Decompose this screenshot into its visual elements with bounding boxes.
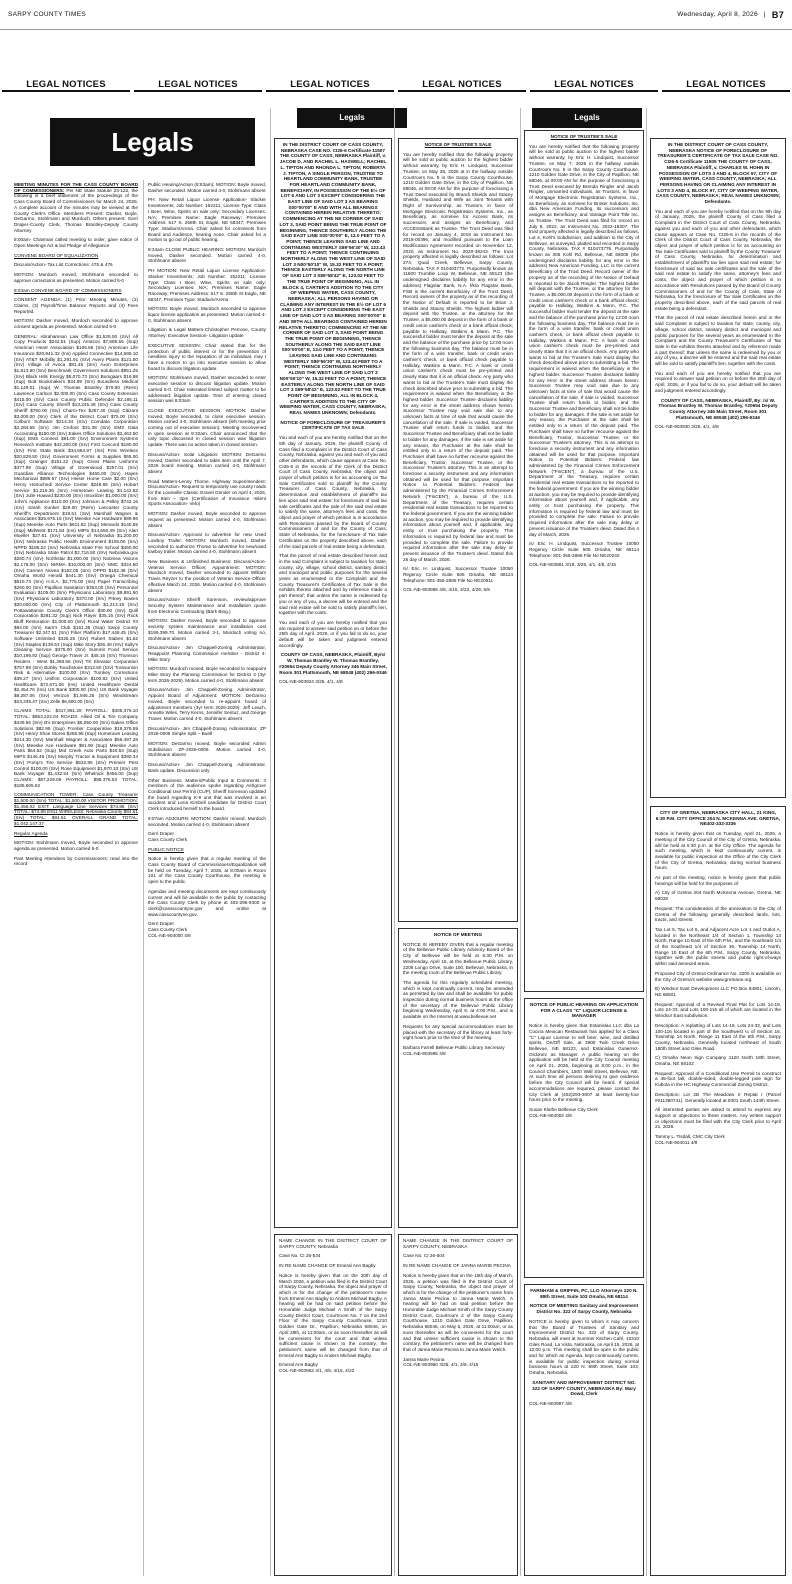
foreclosure-notice-ci26-6 [274, 138, 392, 1228]
notice-body: You and each of you are hereby notified that you are required to answer said petition on or before the 25th day of April, 2026, or if you fail to do so, your default will be taken and judgment entered accordingly. [279, 619, 387, 648]
minutes-paragraph: PH MOTION: New Retail Liquor License Application- Slacker Investments; Job Number: 152211; License Type: Class I Beer, Wine, Spirits on sale only; Secondary Licenses: N/A; Premises Name: Eagle Raceway; Premises Address: 617 S. 258th St Eagle, NE 68347; Premises Type: Stadium/Arena [148, 268, 266, 302]
notice-signature: COUNTY OF CASS, NEBRASKA, Plaintiff, By/s/ W. Thomas Brantley W. Thomas Brantley, #20654 Deputy County Attorney 346 Main Street, Room 301 Plattsmouth, NE 68048 (402) 296-9346 [279, 652, 387, 675]
legals-tab: Legals [532, 108, 642, 128]
hearing-item: Request: Approval of a Revised Final Plat for Lots 14-19, Lots 24-33, and Lots 100-116 all of which are located in the Windsor East subdivision. [655, 1001, 781, 1019]
minutes-paragraph: MOTION: Boyle moved, Murdoch seconded to approve liquor license application as presented. Motion carried 4-0, Stohlmann absent [148, 306, 266, 323]
minutes-heading: CONVENE BOARD OF EQUALIZATION [14, 252, 99, 258]
notice-code: COL-NE-903987 4/8 [529, 1400, 572, 1406]
foreclosure-notice-ci26-5 [650, 138, 786, 798]
signature: Emeral Ann Bagby [279, 1362, 318, 1368]
minutes-paragraph: MOTION: Dasher moved, Boyle seconded to approve request as presented. Motion carried 4-0, Stohlmann absent [148, 511, 266, 528]
notice-code: COL-NE-904002 4/8 [529, 1112, 572, 1118]
signature-title: Cass County Clerk [148, 927, 188, 933]
notice-body: That the parcel of real estate described herein and in the said Complaint is subject to taxation for state, county, city, village, school district, sanitary district and municipal and public purposes for the several years as enumerated in the Complaint and the County Treasurer's Certificates of Tax Sale in the exhibits thereto attached and by reference made a part thereof; that unless the same is redeemed by you or any of you, a decree will be entered and the said real estate will be sold to satisfy plaintiff's lien, together with the costs. [279, 553, 387, 616]
hearing-item: A) City of Gretna 204 North McKenna Avenue, Gretna, NE 68028 [655, 890, 781, 902]
minutes-paragraph: MOTION: Stohlmann moved, Boyle seconded to approve agenda as presented. Motion carried 5-0 [14, 840, 138, 851]
minutes-paragraph: Discuss/Action- Jim Chappell-Zoning Administrator, Reappoint Planning Commission member - District 4- Mike Story [148, 645, 266, 662]
case-caption: IN THE DISTRICT COURT OF CASS COUNTY, NEBRASKA CASE NO. CI26-6 Certificate 11507 THE COUNTY OF CASS, NEBRASKA Plaintiff, v. JACOB D. AND RACHEL L. HASWELL; RACHEL L. TIPTON AND RHONDA L. TIPTON; ROBERTA J. TIPTON, A SINGLE PERSON, TRUSTEE TO HEARTLAND COMMUNITY BANK, TRUSTEE FOR HEARTLAND COMMUNITY BANK, BENEFICIARY, IN POSSESSION OF THE E½ OF LOT 6 AND LOT 3 EXCEPT CONSIDERING THE EAST LINE OF SAID LOT 3 AS BEARING S00°00'00" E AND WITH ALL BEARINGS CONTAINED HEREIN RELATIVE THERETO; COMMENCING AT THE NE CORNER OF SAID LOT 3, SAID POINT BEING THE TRUE POINT OF BEGINNING, THENCE SOUTHERLY ALONG THE SAID EAST LINE S00°00'00" E, 13.0 FEET TO A POINT; THENCE LEAVING SAID LINE AND CONTINUING WESTERLY S89°56'30" W, 123.43 FEET TO A POINT; THENCE CONTINUING NORTHERLY ALONG THE WEST LINE OF SAID LOT 3 N00°50'10" W, 15.32 FEET TO A POINT; THENCE EASTERLY ALONG THE NORTH LINE OF SAID LOT 3 S89°58'42" E, 123.02 FEET TO THE TRUE POINT OF BEGINNING, ALL IN BLOCK 4, CARTER'S ADDITION TO THE CITY OF WEEPING WATER, CASS COUNTY, NEBRASKA; ALL PERSONS HAVING OR CLAIMING ANY INTEREST IN THE E½ OF LOT 6 AND LOT 3 EXCEPT CONSIDERING THE EAST LINE OF SAID LOT 3 AS BEARING S00°00'00" E AND WITH ALL BEARINGS CONTAINED HEREIN RELATIVE THERETO; COMMENCING AT THE NE CORNER OF SAID LOT 3, SAID POINT BEING THE TRUE POINT OF BEGINNING, THENCE SOUTHERLY ALONG THE SAID EAST LINE S00°00'00" E, 13.0 FEET TO A POINT; THENCE LEAVING SAID LINE AND CONTINUING WESTERLY S89°56'30" W, 123.43 FEET TO A POINT; THENCE CONTINUING NORTHERLY ALONG THE WEST LINE OF SAID LOT 3 N00°50'10" W, 15.32 FEET TO A POINT; THENCE EASTERLY ALONG THE NORTH LINE OF SAID LOT 3 S89°58'42" E, 123.02 FEET TO THE TRUE POINT OF BEGINNING, ALL IN BLOCK 4, CARTER'S ADDITION TO THE CITY OF WEEPING WATER, CASS COUNTY, NEBRASKA; REAL NAMES UNKNOWN; Defendants. [279, 142, 387, 416]
sid-322-meeting [524, 1284, 644, 1576]
minutes-paragraph: 8:00am- Chairman called meeting to order, gave notice of Open Meetings Act & led Pledge of Allegiance [14, 237, 138, 249]
claims-list: COMMUNICATION TOWER: Cass County Treasurer $1,500.00 (Srv) TOTAL: $1,500.00 VISITOR PROMOTION: $1,455.02 EXIT: Language Line Services $74.88 (Srv) TOTAL: $74.88 E911 WIRELESS: Nebraska County $84.61 (Srv) TOTAL: $84.61 OVERALL GRAND TOTAL: $1,042,147.37 [14, 792, 138, 826]
notice-code: COL-NE-904011 4/8 [655, 1139, 698, 1145]
notice-code: COL-NE-903995 4/8 [403, 1050, 446, 1056]
notice-title: NOTICE OF TRUSTEE'S SALE [424, 142, 492, 147]
notice-title: NAME CHANGE IN THE DISTRICT COURT OF SARPY COUNTY, NEBRASKA [403, 1238, 513, 1249]
notice-code: COL-NE-903924 3/25, 4/1, 4/8 [279, 679, 343, 685]
signature: Janna Marie Pecina [403, 1356, 445, 1362]
issue-date: Wednesday, April 8, 2026 [677, 11, 758, 18]
hearing-item: Tax Lot 5, Tax Lot 6, and Adjacent Acre Lot 1 and Outlot A, located in the Northeast 1/4 of Section 1, Township 13 North, Range 10 East of the 6th P.M., and the Southeast 1/4 of the Southeast 1/4 of Section 36, Township 14 North, Range 10 East of the 6th P.M., Sarpy County, Nebraska, together with the public streets and public right-of-ways within said annexed areas. [655, 926, 781, 967]
library-meeting-notice [398, 928, 518, 1228]
minutes-paragraph: PH: New Retail Liquor License Application- Slacker Investments; Job Number: 152211; License Type: Class I Beer, Wine, Spirits on sale only; Secondary Licenses: N/A; Premises Name: Eagle Raceway; Premises Address: 617 S. 258th St, Eagle, NE 68347; Premises Type: Stadium/Arena. Chair asked for comments from Board and Audience, hearing none. Chair asked for a motion to go out of public hearing. [148, 197, 266, 243]
hearing-item: Description: A replatting of Lots 14-19, Lots 24-33, and Lots 100-116 located in part of the Southwest ¼ of Section 16, Township 14 North, Range 11 East of the 6th P.M., Sarpy County, Nebraska. Generally located northeast of South 180th Street and Giles Road. [655, 1022, 781, 1051]
minutes-paragraph: CONSENT AGENDA: (1) Prior Meeting Minutes, (2) Claims, (3) Payroll/Time Balance Reports and (4) Fees Reported. [14, 297, 138, 314]
hearing-item: C) Omaha Neon Sign Company 1120 North 18th Street, Omaha, NE 68102 [655, 1055, 781, 1067]
notice-body: You are hereby notified that the following property will be sold at public auction to the highest bidder without warranty, by Eric H. Lindquist, Successor Trustee, on May 28, 2026 at in the hallway outside Courtroom No. 5 in the Sarpy County Courthouse, 1210 Golden Gate Drive, in the City of Papillion, NE 68046, at 09:00 AM for the purpose of foreclosing a Trust Deed executed by Brandi Shields and Stacey Shields, Husband and Wife as Joint Tenants with Right of Survivorship, as Trustors, in favor of Mortgage Electronic Registration Systems, Inc., as Beneficiary, as nominee for Access Bank, its successors and assigns as Beneficiary, and ACCESSBank as Trustee. The Trust Deed was filed for record on January 4, 2018 as Instrument No. 2018-00396, and modified pursuant to the Loan Modification Agreement recorded on November 12, 2020, as Instrument No. 2020-38243. The trust property affected is legally described as follows: Lot 274, Quail Creek, Bellevue, Sarpy County, Nebraska. TAX # 010493772. Purportedly known as 11600 Trumble Loop W, Bellevue, NE 68123 (the undersigned disclaims liability for any error in the address) Flagstar Bank, N.A. f/k/a Flagstar Bank, FSB is the current Beneficiary of the Trust Deed. Record owners of the property as of the recording of the Notice of Default is reported to be Brian J. Shields and Stacey Shields. The highest bidder will deposit with the Trustee, or the attorney for the Trustee, a $5,000.00 deposit in the form of a bank or credit union cashier's check or a bank official check; payable to Halliday, Watkins & Mann, P.C. The successful bidder must tender the deposit at the sale and the balance of the purchase price by 12:00 noon the following business day. The balance must be in the form of a wire transfer, bank or credit union cashier's check, or bank official check payable to Halliday, Watkins & Mann, P.C. A bank or credit union cashier's check must be pre-printed and clearly state that it is an official check. Any party who wants to bid at the Trustee's Sale must display the check described above prior to submitting a bid. The requirement is waived when the Beneficiary is the highest bidder. Successor Trustee disclaims liability for any error in the street address shown herein. Successor Trustee may void sale due to any unknown facts at time of sale that would cause the cancellation of the sale. If sale is voided, Successor Trustee shall return funds to bidder, and the Successor Trustee and Beneficiary shall not be liable to bidder for any damages. If the sale is set aside for any reason, the Purchaser at the sale shall be entitled only to a return of the deposit paid. The Purchaser shall have no further recourse against the Beneficiary, Trustor, Successor Trustee, or the Successor Trustee's attorney. This is an attempt to foreclose a security instrument and any information obtained will be used for that purpose. Important Notice to Potential Bidders: Federal law administered by the Financial Crimes Enforcement Network ("FinCEN"), a bureau of the U.S. Department of the Treasury, requires certain residential real estate transactions to be reported to the federal government. If you are the winning bidder at auction, you may be required to provide identifying information about yourself and, if applicable, any entity or trust purchasing the property. This information is required by federal law and must be provided to complete the sale. Failure to provide required information after the sale may delay or prevent issuance of the Trustee's deed. Dated this 26 day of March, 2026. [403, 151, 513, 562]
minutes-paragraph: New Business & Unfinished Business: Discuss/Action- Veteran Service Officer, Appointment: MOTION: Murdoch moved, Dasher seconded to appoint William Travis Reyzer to the position of Veteran Service Officer effective March 24, 2026. Motion carried 4-0, Stohlmann absent [148, 559, 266, 593]
notice-code: COL-NE-904000 4/8 [148, 932, 191, 938]
minutes-paragraph: Discuss/Action- Jim Chappell-Zoning Administrator, ZP 2026-0006 Simple Split – Buell [148, 725, 266, 737]
minutes-paragraph: Discuss/Action- Approval to advertise for new Used Lowboy Trailer: MOTION: Murdoch moved, Dasher seconded to authorize Thome to advertise for new/used lowboy trailer. Motion carried 4-0, Stohlmann absent [148, 532, 266, 555]
minutes-paragraph: MOTION: Dasher moved, Boyle seconded to approve security system maintenance and installation cost $199,399.70. Motion carried 3-1, Murdoch voting no, Stohlmann absent [148, 618, 266, 641]
minutes-paragraph: MOTION: Dasher moved, Murdoch seconded to approve consent agenda as presented. Motion carried 5-0 [14, 318, 138, 330]
signature: Gerri Draper [148, 831, 175, 837]
cass-board-minutes-col1 [14, 182, 138, 1576]
claims-list: CLAIMS TOTAL: $317,951.28 PAYROLL: $405,376.10 TOTAL: $853,222.04 ROADS: Allied Oil & Tire Company $439.56 (Srv) B's Enterprises $6,050.00 (Srv) Eakes Office Solutions $82.95 (Sup) Frontier Cooperative $18,376.59 (Srv) Henry Shoe Stores $255.96 (Sup) Hometown Leasing $214.30 (Srv) Marshall Wagner & Associates $56,497.28 (Srv) Meeske Ace Hardware $91.90 (Sup) Meeske Auto Parts $64.52 (Sup) Mid Creek Auto Parts $40.54 (Sup) MIPS $146.45 (Srv) Murphy Tractor & Equipment $390.34 (Srv) Pomp's Tire Service $532.95 (Srv) Premier Pest Control $100.00 (Srv) Rose Equipment $1,970.10 (Srv) US Bank Voyager $1,432.54 (Srv) Whelnick $456.00 (Sup) CLAIMS: $87,229.09 PAYROLL: $98,376.53 TOTAL: $185,605.62 [14, 708, 138, 788]
notice-body: You and each of you are hereby notified that on the 9th day of January, 2026, the plaintiff County of Cass filed a Complaint in the District Court of Cass County, Nebraska, against you and each of you and other defendants, which cause appears at Case No. CI26-6 in the records of the Clerk of the District Court of Cass County, Nebraska, the object and prayer of which petition is for an accounting on Tax Sale Certificates sold to plaintiff by the County Treasurer of Cass County, Nebraska, for determination and establishment of plaintiff's tax lien upon said real estate; for foreclosure of said tax sale certificates and the sale of the said real estate to satisfy the same, attorney's fees and costs, the object and prayer of which petition is in accordance with Resolutions passed by the Board of County Commissioners of and for the County of Cass, State of Nebraska, for the foreclosure of Tax Sale Certificates on the property described above, each of the said parcels of real estate being a defendant. [279, 435, 387, 549]
notice-body: NOTICE IS HEREBY GIVEN that a regular meeting of the Bellevue Public Library Advisory Board of the City of Bellevue will be held at 5:30 P.M. on Wednesday, April 15, at the Bellevue Public Library, 2206 Longo Drive, Suite 100, Bellevue, Nebraska, in the meeting room of the Bellevue Public Library. [403, 941, 513, 976]
name-change-pecina [398, 1234, 518, 1576]
signature-title: Cass County Clerk [148, 836, 188, 842]
notice-code: COL-NE-903881 3/18, 3/25, 4/1, 4/8, 4/15 [529, 562, 617, 568]
section-label: LEGAL NOTICES [662, 78, 790, 92]
minutes-paragraph: Discuss/Action- Solar Litigation: MOTION: DeGarmo moved, Dasher seconded to table item until the April 7, 2026 board meeting. Motion carried 4-0, Stohlmann absent [148, 451, 266, 474]
notice-title: NOTICE OF MEETING Sanitary and Improvement District No. 322 of Sarpy County, Nebraska [529, 1303, 639, 1315]
notice-body: Notice is hereby given that on the 20th day of March 2026, a petition was filed in the District Court of Sarpy County, Nebraska, the object and prayer of which is for the change of the petitioner's name from Emeral Ann Bagby to Anders Michael Bagby. A hearing will be had on said petition before the Honorable Judge Michael A Smith of the Sarpy County District Court, Courtroom No. 7 on the 2nd Floor of the Sarpy County Courthouse, 1210 Golden Gate Dr., Papillion, Nebraska 68046, on April 28th, at 11:00am, or as soon thereafter as will be convenient for the court and that unless sufficient cause is shown to the contrary, the petitioner's name will be changed from that of Emeral Ann Bagby to Anders Michael Bagby. [279, 1272, 387, 1358]
notice-body: All interested parties are asked to attend to express any support or objections to these matters. Any written support or objections must be filed with the City Clerk prior to April 21, 2026. [655, 1107, 781, 1130]
minutes-paragraph: CLOSE EXECUTIVE SESSION: MOTION: Dasher moved, Boyle seconded, to close executive session. Motion carried 4-0, Stohlmann absent (left meeting prior coming out of executive session). Meeting reconvened in open session at 8:32am. Chair announced that the only topic discussed in closed session was litigation update. There was no action taken in closed session. [148, 407, 266, 448]
hearing-item: Request: Approval of a Conditional Use Permit to construct a 45-foot tall, double-sided, double-legged pole sign for Kubota in the HC Highway Commercial Zoning District. [655, 1070, 781, 1088]
minutes-heading: 8:03am CONVENE BOARD OF COMMISSIONERS [14, 287, 122, 293]
section-label: LEGAL NOTICES [530, 78, 658, 92]
notice-signature: /s/ Eric H. Lindquist, Successor Trustee 10050 Regency Circle Suite 505 Omaha, NE 68114 Telephone: 801-355-2886 File No NE20240 [529, 541, 639, 558]
minutes-paragraph: MOTION: Murdoch moved, Boyle seconded to reappoint Mike Story the Planning Commission for District 4 (3yr term 2026-2029). Motion carried 4-0, Stohlmann absent [148, 666, 266, 683]
notice-title: NAME CHANGE IN THE DISTRICT COURT OF SARPY COUNTY, Nebraska [279, 1238, 387, 1249]
notice-re: IN RE NAME CHANGE OF JANNA MARIE PECINA [403, 1263, 511, 1269]
minutes-paragraph: 9:07am ADJOURN: MOTION: Dasher moved, Murdoch seconded. Motion carried 4-0, Stohlmann absent [148, 815, 266, 827]
minutes-paragraph: MOTION: DeGarmo moved, Boyle seconded Admin Subdivision ZP-2026-0006. Motion carried 4-0, Stohlmann absent [148, 741, 266, 758]
minutes-intro: Per NE State Statute 23-122, the following is a brief statement of the proceedings of the Cass County Board of Commissioners for March 24, 2026. A complete account of the minutes may be viewed at the County Clerk's Office. Members Present: Dasher, Boyle, DeGarmo, Stohlmann and Murdoch. Others present: Gerri Draper-County Clerk, Thomas Brantley-Deputy County Attorney [14, 187, 138, 233]
trustee-sale-ringler [524, 130, 644, 992]
notice-code: COL-NE-903988 4/8, 4/15, 4/22, 4/29, 5/6 [403, 587, 491, 593]
firm-name: FARNHAM & GRIFFIN, PC, LLO Attorneys 220 N. 89th Street, Suite 103 Omaha, NE 68114 [530, 1288, 638, 1299]
notice-signature: /s/ Eric H. Lindquist, Successor Trustee 10050 Regency Circle Suite 505 Omaha, NE 68114 Telephone: 801-355-2886 File No NE20911 [403, 566, 513, 583]
signature: Gerri Draper [148, 921, 175, 927]
notice-title: NOTICE OF FORECLOSURE OF TREASURER'S CERTIFICATE OF TAX SALE [280, 419, 386, 431]
minutes-paragraph: MOTION: Murdoch moved, Stohlmann seconded to approve corrections as presented. Motion carried 5-0 [14, 272, 138, 283]
notice-code: COL-NE-903962 4/1, 4/8, 4/15, 4/22 [279, 1368, 355, 1374]
case-number: Case No. CI 26-534 [279, 1253, 321, 1259]
hearing-item: Proposed City of Gretna Ordinance No. 2200 is available on the City of Gretna's website www.gretnane.org. [655, 970, 781, 982]
liquor-license-hearing [524, 998, 644, 1278]
hearing-item: B) Windsor East Development LLC PO Box 84801, Lincoln, NE 68501 [655, 986, 781, 997]
minutes-paragraph: Litigation & Legal Matters-Christopher Perrone, County Attorney: Executive Session- Litigation update [148, 327, 266, 339]
minutes-paragraph: MOTION: Stohlmann moved, Dasher seconded to enter executive session to discuss litigation update. Motion carried 5-0. Chair reiterated limited subject matter to be addressed: litigation update. Time of entering closed session was 8:03am [148, 375, 266, 404]
case-caption: IN THE DISTRICT COURT OF CASS COUNTY, NEBRASKA NOTICE OF FORECLOSURE OF TREASURER'S CERTIFICATE OF TAX SALE CASE NO. CI26-5 Certificate 11505 THE COUNTY OF CASS, NEBRASKA Plaintiff, v. CHARLES W. HOHN IN POSSESSION OF LOTS 3 AND 4, BLOCK 97, CITY OF WEEPING WATER, CASS COUNTY, NEBRASKA; ALL PERSONS HAVING OR CLAIMING ANY INTEREST IN LOTS 3 AND 4, BLOCK 97, CITY OF WEEPING WATER, CASS COUNTY, NEBRASKA; REAL NAMES UNKNOWN; Defendants. [655, 142, 781, 205]
notice-body: NOTICE is hereby given to whom it may concern that the Board of Trustees of Sanitary and Improvement District No. 322 of Sarpy County, Nebraska, will meet at Summer Kitchen Café, 10310 Giles Road, La Vista, Nebraska, on April 15, 2026, at 12:00 p.m. This meeting shall be open to the public and for which an Agenda, kept continuously current, is available for public inspection during normal business hours at 220 N. 89th Street, Suite 103, Omaha, Nebraska. [529, 1318, 639, 1376]
page-header: SARPY COUNTY TIMES Wednesday, April 8, 2026 | B7 [0, 0, 792, 30]
legals-heading: Legals [50, 118, 255, 166]
minutes-paragraph: Past Meeting Attendees by Commissioners: read into the record [14, 855, 138, 867]
minutes-paragraph: Discuss/Action- Tax List Corrections: 475 & 476 [14, 262, 113, 268]
cass-board-minutes-col2 [148, 182, 266, 1576]
notice-re: IN RE NAME CHANGE OF Emeral Ann Bagby [279, 1263, 376, 1269]
signature: Susan Kluthe Bellevue City Clerk [529, 1106, 598, 1112]
hearing-item: Description: Lot 2B The Meadows II Replat I (Parcel #011390741). Generally located at 9301 South 144th Street. [655, 1091, 781, 1103]
name-change-bagby [274, 1234, 392, 1576]
notice-title: NOTICE OF PUBLIC HEARING ON APPLICATION FOR A CLASS "C" LIQUOR LICENSE & MANAGER [529, 1002, 639, 1019]
gretna-hearing-notice [650, 806, 786, 1576]
public-notice-heading: PUBLIC NOTICE [148, 846, 184, 852]
notice-body: As part of the meeting, notice is hereby given that public hearings will be held for the purposes of: [655, 875, 781, 886]
notice-signature: SANITARY AND IMPROVEMENT DISTRICT NO. 322 OF SARPY COUNTY, NEBRASKA By: Mary Dowd, Clerk [532, 1379, 636, 1397]
notice-body: That the parcel of real estate described herein and in the said Complaint is subject to taxation for state, county, city, village, school district, sanitary district and municipal and public purposes for the several years as enumerated in the Complaint and the County Treasurer's Certificates of Tax Sale in the exhibits thereto attached and by reference made a part thereof; that unless the same is redeemed by you or any of you, a decree will be entered and the said real estate will be sold to satisfy plaintiff's lien, together with the costs. [655, 315, 781, 367]
signature: Barbara Farrell Bellevue Public Library Secretary [403, 1044, 505, 1050]
minutes-paragraph: EXECUTIVE SESSION: Chair stated that for the protection of public interest or for the prevention of needless injury to the reputation of an individual, may I have a motion to go into executive session to allow board to discuss litigation update. [148, 342, 266, 371]
public-notice-body: Agendas and meeting documents are kept continuously current and will be available to the public by contacting the Cass County Clerk by phone at 402-296-9300 or clerk@cassscountyne.gov and online at www.casscountyne.gov. [148, 888, 266, 917]
notice-title: NOTICE OF TRUSTEE'S SALE [550, 134, 618, 139]
notice-body: Requests for any special accommodations must be placed with the secretary of the library at least forty-eight hours prior to the time of the meeting. [403, 1023, 513, 1041]
trustee-sale-shields [398, 138, 518, 922]
minutes-paragraph: Discuss/Action- Sheriff Sorenson, review/approve Security System Maintenance and Installation quote from Electronic Contracting (Bark Bing.) [148, 597, 266, 614]
minutes-paragraph: Public Hearing/Action (8:53am): MOTION: Boyle moved, Dasher seconded. Motion carried 4-0, Stohlmann absent [148, 182, 266, 193]
signature: Tammy L. Tisdall, CMC City Clerk [655, 1134, 725, 1140]
notice-body: You and each of you are hereby notified that on the 9th day of January, 2026, the plaintiff County of Cass filed a Complaint in the District Court of Cass County, Nebraska, against you and each of you and other defendants, which cause appears at Case No. CI26-5 in the records of the Clerk of the District Court of Cass County, Nebraska, the object and prayer of which petition is for an accounting on Tax Sale Certificates sold to plaintiff by the County Treasurer of Cass County, Nebraska, for determination and establishment of plaintiff's tax lien upon said real estate; for foreclosure of said tax sale certificates and the sale of the said real estate to satisfy the same, attorney's fees and costs, the object and prayer of which petition is in accordance with Resolutions passed by the Board of County Commissioners of and for the County of Cass, State of Nebraska, for the foreclosure of Tax Sale Certificates on the property described above, each of the said parcels of real estate being a defendant. [655, 208, 781, 311]
notice-body: You are hereby notified that the following property will be sold at public auction to the highest bidder without warranty, by Eric H. Lindquist, Successor Trustee, on May 7, 2026 in the hallway outside Courtroom No. 5 in the Sarpy County Courthouse, 1210 Golden Gate Drive, in the City of Papillion, NE 68046, at 09:00 AM for the purpose of foreclosing a Trust Deed executed by Brenda Ringler and Jacob Ringler, unmarried individuals, as Trustors, in favor of Mortgage Electronic Registration Systems, Inc., as Beneficiary, as nominee for Broker Solutions, Inc. dba New American Funding, its successors and assigns as Beneficiary, and Vantage Point Title Inc. as Trustee. The Trust Deed was filed for record on July 8, 2022, as Instrument No. 2022-18307. The trust property affected is legally described as follows, Lot 4, Kohl's Subdivision, and addition to the City of Bellevue, as surveyed, platted and recorded in Sarpy County, Nebraska. TAX # 010473776. Purportedly known as 305 Kohl Rd, Bellevue, NE 68005 (the undersigned disclaims liability for any error in the address) New American Funding, LLC is the current Beneficiary of the Trust Deed. Record owner of the property as of the recording of the Notice of Default is reported to be Jacob Ringler. The highest bidder will deposit with the Trustee, or the attorney for the Trustee, a $5,000.00 deposit in the form of a bank or credit union cashier's check or a bank official check; payable to Halliday, Watkins & Mann, P.C. The successful bidder must tender the deposit at the sale and the balance of the purchase price by 12:00 noon the following business day. The balance must be in the form of a wire transfer, bank or credit union cashier's check, or bank official check payable to Halliday, Watkins & Mann, P.C. A bank or credit union cashier's check must be pre-printed and clearly state that it is an official check. Any party who wants to bid at the Trustee's Sale must display the check described above prior to submitting a bid. The requirement is waived when the Beneficiary is the highest bidder. Successor Trustee disclaims liability for any error in the street address shown herein. Successor Trustee may void sale due to any unknown facts at time of sale that would cause the cancellation of the sale. If sale is voided, Successor Trustee shall return funds to bidder, and the Successor Trustee and Beneficiary shall not be liable to bidder for any damages. If the sale is set aside for any reason, the Purchaser at the sale shall be entitled only to a return of the deposit paid. The Purchaser shall have no further recourse against the Beneficiary, Trustor, Successor Trustee, or the Successor Trustee's attorney. This is an attempt to foreclose a security instrument and any information obtained will be used for that purpose. Important Notice to Potential Bidders: Federal law administered by the Financial Crimes Enforcement Network ("FinCEN"), a bureau of the U.S. Department of the Treasury, requires certain residential real estate transactions to be reported to the federal government. If you are the winning bidder at auction, you may be required to provide identifying information about yourself and, if applicable, any entity or trust purchasing the property. This information is required by federal law and must be provided to complete the sale. Failure to provide required information after the sale may delay or prevent issuance of the Trustee's deed. Dated this 4 day of March, 2026. [529, 143, 639, 537]
section-label: LEGAL NOTICES [398, 78, 526, 92]
case-number: Case No. CI 26-504 [403, 1253, 445, 1259]
notice-body: Notice is hereby given that Estanislao LLC dba La Cocina Mexican Restaurant has applied for a Class "C" Liquor License to sell beer, wine, and distilled spirits, On/Off Sale, at 3900 Twin Creek Drive Bellevue, NE 68123, and Estanislao Gutierrez-Ordonez as Manager. A public hearing on the application will be held at the City Council meeting on April 21, 2026, beginning at 6:00 p.m., in the Council Chambers, 1500 Wall Street, Bellevue, NE. At such time all persons desiring to give evidence before the City Council will be heard. If special accommodations are required, please contact the City Clerk at (402)293-3007 at least twenty-four hours prior to the meeting. [529, 1023, 639, 1103]
notice-title: NOTICE OF MEETING [433, 932, 483, 937]
minutes-paragraph: 8:34am CLOSE PUBLIC HEARING: MOTION: Murdoch moved, Dasher seconded. Motion carried 4-0, Stohlmann absent [148, 247, 266, 264]
paper-name: SARPY COUNTY TIMES [8, 11, 87, 18]
hearing-item: Request: The consideration of the annexation to the City of Gretna of the following generally described lands, lots, tracts, and streets: [655, 905, 781, 923]
page-number: B7 [771, 9, 784, 20]
notice-body: Notice is hereby given that on the 16th day of March, 2026, a petition was filed in the District Court of Sarpy County, Nebraska, the object and prayer of which is for the change of the petitioner's name from Janna Marie Pecina to Janna Marie Welch. A hearing will be had on said petition before the Honorable Judge Michael Smith of the Sarpy County District Court, Courtroom 2 of the Sarpy County Courthouse, 1210 Golden Gate Drive, Papillion, Nebraska 68046, on May 5, 2026, at 11:00am, or as soon thereafter as will be convenient for the court and that unless sufficient cause is shown to the contrary, the petitioner's name will be changed from that of Janna Marie Pecina to Janna Marie Welch. [403, 1272, 513, 1352]
public-notice-body: Notice is hereby given that a regular meeting of the Cass County Board of Commissioners/Equalization will be held on Tuesday, April 7, 2026, at 8:00am in Room 101 of the Cass County Courthouse, the meeting is open to the public. [148, 856, 266, 885]
legals-tab: Legals [297, 108, 407, 128]
notice-body: The agenda for this regularly scheduled meeting, which is kept continually current, may be amended as permitted by law and shall be available for public inspection during normal business hours at the office of the secretary of the Bellevue Public Library beginning Wednesday, April 8, at 4:00 P.M., and is available on the Internet at www.bellevue.net [403, 979, 513, 1020]
minutes-heading: Regular Agenda [14, 830, 48, 836]
notice-body: Notice is hereby given that on Tuesday, April 21, 2026, a meeting of the City Council of the City of Gretna, Nebraska, will be held at 6:30 p.m. at the City Office. The agenda for such meeting, which is kept continuously current, is available for public inspection at the Office of the City Clerk of the City of Gretna, Nebraska, during normal business hours. [655, 831, 781, 871]
minutes-title: MEETING MINUTES FOR THE CASS COUNTY BOARD OF COMMISSIONERS: [14, 182, 138, 193]
legal-notices-bar [0, 78, 792, 92]
notice-code: COL-NE-903960 3/25, 4/1, 4/8, 4/15 [403, 1362, 479, 1368]
notice-signature: COUNTY OF CASS, NEBRASKA, Plaintiff, By: /s/ W. Thomas Brantley W. Thomas Brantley, #20654 Deputy County Attorney 346 Main Street, Room 301 Plattsmouth, NE 68048 (402) 296-9346 [658, 397, 778, 420]
claims-list: GENERAL: Abrahamson Law Office $1,525.00 (Srv) All Copy Products $242.51 (Sup) Amazon $7,685.56 (Sup) American Heart Association $106.86 (Srv) American Life Insurance $20,941.32 (Ins) Applied Connective $14,686.10 (Srv) AT&T Mobility $1,291.91 (Srv) Avery Plants $121.50 (Srv) Village of Avoca $81.48 (Srv) Axon Enterprises $1,813.90 (Srv) Benchmark Government Solutions $951.25 (Srv) Black Hills Energy $5,070.73 (Srv) Bomgaars $16.98 (Sup) Bott Bookmakers $34.99 (Srv) Boundless Medical $1,149.01 (Sup) W. Thomas Brantley $79.90 (Reim) Lawrence Carlson $2,000.00 (Srv) Cass County Extension $415.00 (Srv) Cass County Public Defender $2,185.11 (Srv) Cass County Sheriff $13,245.48 (Srv) Cass County Sheriff $760.00 (Srv) Charm-Tex $257.40 (Sup) Citizant $3,000.00 (Srv) Clerk of the District Court $75.00 (Srv) Colburn Software $214.34 (Srv) Comdata Corporation $2,284.65 (Srv) Jim Crofoot $31.38 (Srv) EMS Data Accounting $150.00 (Srv) Eakes Office Solutions $2,463.50 (Sup) EMS Connect $91.00 (Srv) Environment Systems Research Institute $42,200.00 (Srv) First Concord $180.00 (Srv) First State Bank $34,684.97 (Ins) First Wireless $20,829.50 (Srv) Government Forms & Supplies $65.00 (Sup) Grainger $151.22 (Sup) Great Plains Uniforms $377.99 (Sup) Village of Greenwood $257.01 (Srv) Guardian Alliance Technologies $465.00 (Srv) Hayes Mechanical $889.57 (Srv) Heiser Home Care $2.00 (Srv) Henry Hotrochedi Service Center $248.65 (Srv) Hobart Service $1,216.36 (Srv) Hometown Leasing $1,142.52 (Srv) Julie Howard $230.00 (Srv) Intoxilizer $1,000.00 (Srv) John's Appliance $110.00 (Srv) Johnson & Pelley $742.16 (Srv) Sarah Kunkel $29.00 (Reim) Lancaster County Sheriff's Department $19.51 (Srv) Marshall Wagner & Associates $25,976.15 (Srv) Meeske Ace Hardware $99.96 (Sup) Meeske Auto Parts $611.82 (Sup) Menards $140.55 (Sup) MidWest $171.84 (Ins) MIPS $14,650.49 (Srv) Alan Mueller $27.61 (Srv) University of Nebraska $1,200.00 (Srv) Nebraska Public Health Environment $105.00 (Srv) NPPD $186.22 (Srv) Nebraska State Fire School $450.00 (Srv) Nebraska State Patrol $2,716.50 (Srv) Nebraska.gov $260.74 (Srv) Northstar $1,000.00 (Srv) Notimea Visions $2,176.00 (Srv) NIRMA $10,000.00 (Srv) NMC $324.50 (Srv) Carmen Novea $192.05 (Srv) OPPD $182.38 (Srv) Omaha World Herald $441.30 (Srv) Omega Chemical $810.73 (Srv) H.S.A. $2,775.00 (Ins) Papel Transcribing $260.00 (Srv) Papillion Sanitation $353.00 (Srv) Personnel Evaluation $105.00 (Srv) Physicians Laboratory $9,891.50 (Srv) Physicians Laboratory $370.00 (Srv) Pitney Bowes $20,000.00 (Srv) City of Plattsmouth $1,213.19 (Srv) Pottawattamie County Clerk's Office $30.00 (Srv) Quill Corporation $281.32 (Sup) Nick Rayer $35.15 (Srv) Rock Bluff Restoration $1,000.00 (Srv) Rural Water District #3 $84.00 (Srv) Sam's Club $151.35 (Sup) Sarpy County Treasurer $2,347.51 (Srv) Fiber Platform $17,448.45 (Srv) Software Unlimited $325.25 (Srv) Robert Staben $1.52 (Srv) Staples $139.53 (Sup) Mike Story $26.48 (Srv) Sully's Cleaning Service $375.00 (Srv) Summit Food Service $10,199.92 (Sup) George Traver Jr. $45.16 (Srv) Thomson Reuters - West $1,368.56 (Srv) TK Elevator Corporation $757.89 (Srv) Bobby Touchstone $312.50 (Srv) Transunion Risk & Alternative $100.00 (Srv) Turnkey Corrections $39.27 (Srv) Unifirst Corporation $100.82 (Srv) United Healthcare $72,671.06 (Ins) United Healthcare Dental $2,454.76 (Ins) US Bank $300.00 (Srv) US Bank Voyager $8,287.06 (Srv) Verizon $1,946.25 (Srv) Windstream $23,339.47 (Srv) Zelle $6,600.00 (Srv) [14, 333, 138, 704]
minutes-paragraph: Discuss/Action- Jim Chappell-Zoning Administrator, Appoint Board of Adjustment: MOTION: DeGarmo moved, Boyle seconded to re-appoint board of adjustment members (3yr term 2026-2029): Jeff Leach, Annette Wiles, Terry Kerns, Jennifer Sentuz, and George Traver. Motion carried 4-0, Stohlmann absent [148, 687, 266, 721]
minutes-paragraph: Road Matters-Lenny Thome, Highway Superintendent: Discuss/Action- Request to temporarily use county roads for the Louisville Classic Gravel Grinder on April 4, 2026, from 9am – 3pm (Certification of Insurance -Silent Sports Association- Velo) [148, 478, 266, 507]
notice-body: You and each of you are hereby notified that you are required to answer said petition on or before the 25th day of April, 2026, or if you fail to do so, your default will be taken and judgment entered accordingly. [655, 370, 781, 393]
section-label: LEGAL NOTICES [266, 78, 394, 92]
notice-title: CITY OF GRETNA, NEBRASKA CITY HALL, 21 KING, 6:30 P.M. CITY OFFICE 204 N. MCKENNA AVE. GRETNA, NE402-332-3336 [655, 810, 781, 827]
minutes-paragraph: Other Business, Matters/Public Input & Comments: 3 members of the audience spoke regarding Ashgrove Conditional Use Permit (CUP), Sheriff Sorenson updated the board regarding K-9 unit that was involved in an accident and Lena Kimbell candidate for District Court Clerk introduced herself to the board. [148, 777, 266, 812]
notice-code: COL-NE-903930 3/25, 4/1, 4/8 [655, 424, 719, 430]
minutes-paragraph: Discuss/Action- Jim Chappell-Zoning Administrator, Bank update. Discussion only [148, 762, 266, 773]
section-label: LEGAL NOTICES [2, 78, 130, 92]
section-label: LEGAL NOTICES [134, 78, 262, 92]
